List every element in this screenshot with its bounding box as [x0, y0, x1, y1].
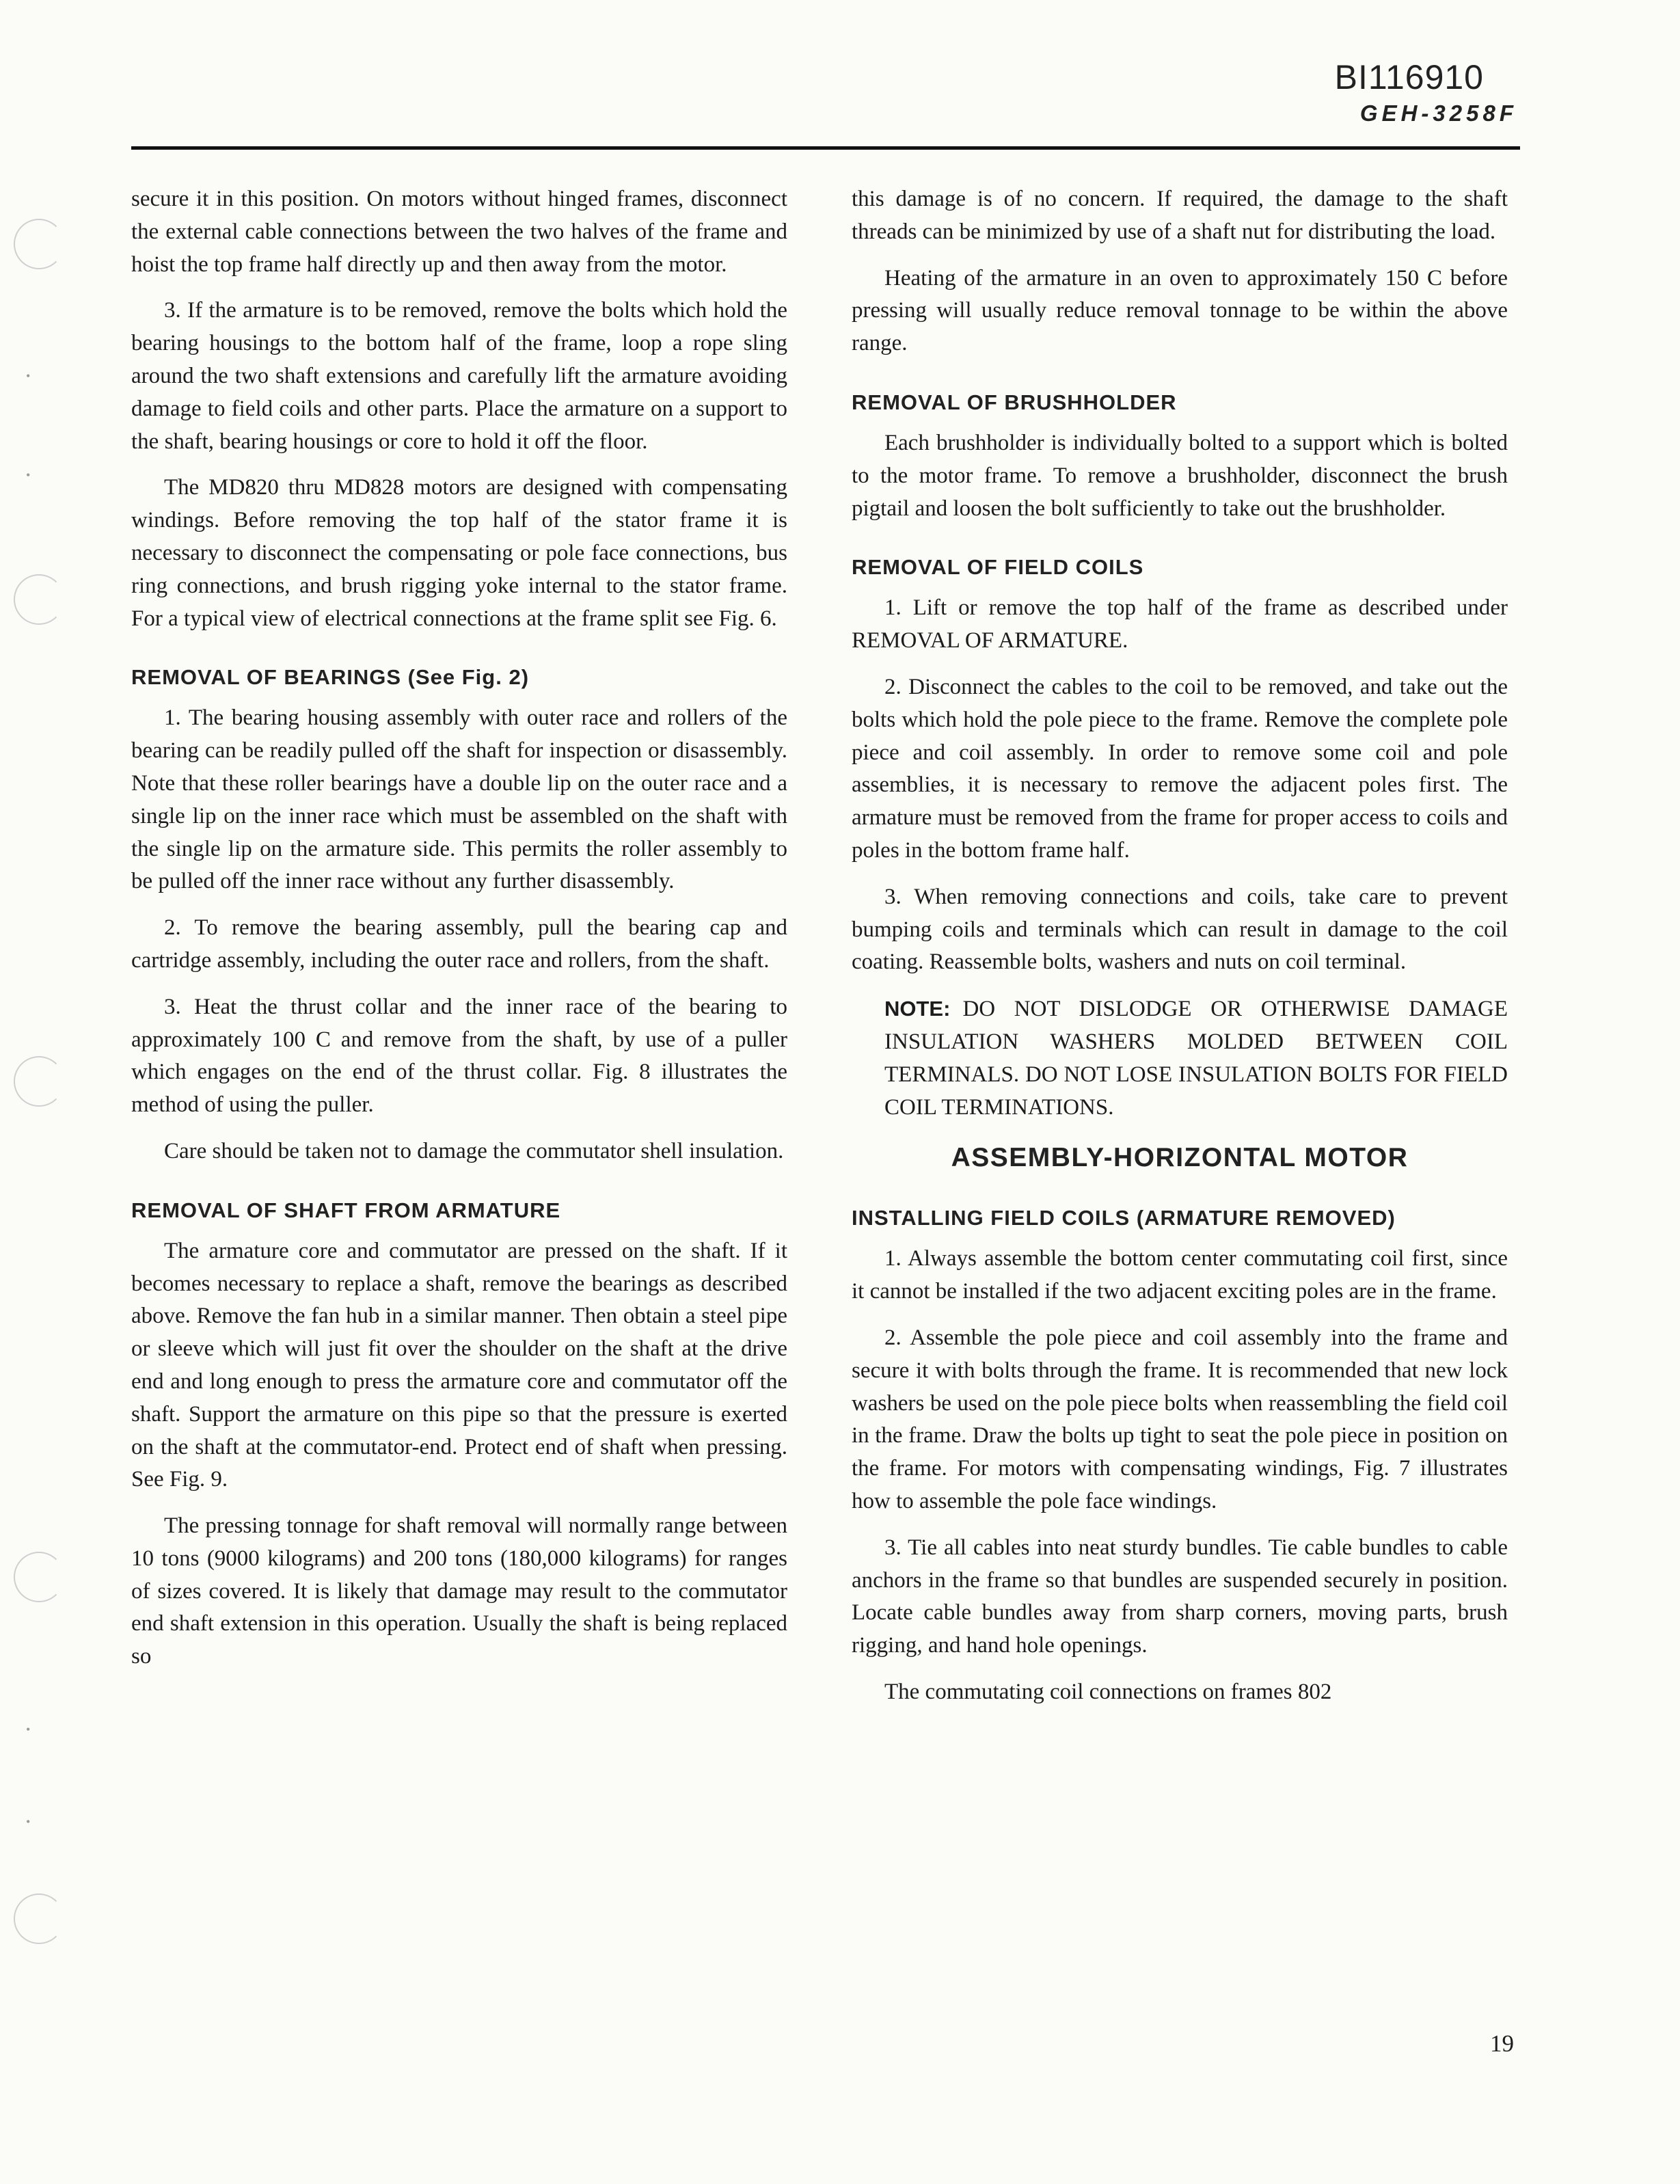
paragraph: Heating of the armature in an oven to approximately 150 C before pressing will usually reduce removal tonnage to be within the above range. — [852, 265, 1508, 356]
paragraph: 3. When removing connections and coils, take care to prevent bumping coils and terminals which can result in damage to the coil coating. Reassemble bolts, washers and nuts on coil terminal. — [852, 884, 1508, 975]
paragraph: 2. Assemble the pole piece and coil assembly into the frame and secure it with bolts through the frame. It is recommended that new lock washers be used on the pole piece bolts when reassembling the field coil in the frame. Draw the bolts up tight to seat the pole piece in position on the frame. For motors with compensating windings, Fig. 7 illustrates how to assemble the pole face windings. — [852, 1325, 1508, 1513]
note-text: DO NOT DISLODGE OR OTHERWISE DAMAGE INSULATION WASHERS MOLDED BETWEEN COIL TERMINALS. DO NOT LOSE INSULATION BOLTS FOR FIELD COIL TERMINATIONS. — [884, 997, 1508, 1120]
paragraph: this damage is of no concern. If required, the damage to the shaft threads can be minimized by use of a shaft nut for distributing the load. — [852, 187, 1508, 244]
scan-speck: • — [26, 369, 31, 383]
header-rule — [131, 146, 1520, 150]
paragraph: 2. To remove the bearing assembly, pull the bearing cap and cartridge assembly, including the outer race and rollers, from the shaft. — [131, 915, 787, 973]
scan-speck: • — [26, 468, 31, 482]
paragraph: 1. Lift or remove the top half of the frame as described under REMOVAL OF ARMATURE. — [852, 595, 1508, 653]
page-number: 19 — [1490, 2030, 1514, 2057]
paragraph: The armature core and commutator are pressed on the shaft. If it becomes necessary to replace a shaft, remove the bearings as described above. Remove the fan hub in a similar manner. Then obtain a steel pipe or sleeve which will just fit over the shoulder on the shaft at the drive end and long enough to press the armature core and commutator off the shaft. Support the armature on this pipe so that the pressure is exerted on the shaft at the commutator-end. Protect end of shaft when pressing. See Fig. 9. — [131, 1238, 787, 1492]
note-label: NOTE: — [884, 997, 951, 1021]
section-heading-removal-of-bearings: REMOVAL OF BEARINGS (See Fig. 2) — [131, 665, 530, 690]
binder-hole-mark — [14, 1552, 64, 1602]
binder-hole-mark — [14, 1056, 64, 1107]
paragraph: Each brushholder is individually bolted to a support which is bolted to the motor frame. To remove a brushholder, disconnect the brush pigtail and loosen the bolt sufficiently to take out the brushholder. — [852, 430, 1508, 521]
paragraph: 1. The bearing housing assembly with outer race and rollers of the bearing can be readily pulled off the shaft for inspection or disassembly. Note that these roller bearings have a double lip on the outer race and a single lip on the inner race which must be assembled on the shaft with the single lip on the armature side. This permits the roller assembly to be pulled off the inner race without any further disassembly. — [131, 705, 787, 894]
paragraph: The MD820 thru MD828 motors are designed with compensating windings. Before removing the top half of the stator frame it is necessary to disconnect the compensating or pole face connections, bus ring connections, and brush rigging yoke internal to the stator frame. For a typical view of electrical connections at the frame split see Fig. 6. — [131, 475, 787, 631]
scan-speck: • — [26, 1815, 31, 1829]
paragraph: The pressing tonnage for shaft removal will normally range between 10 tons (9000 kilograms) and 200 tons (180,000 kilograms) for ranges of sizes covered. It is likely that damage may result to the commutator end shaft extension in this operation. Usually the shaft is being replaced so — [131, 1513, 787, 1669]
binder-hole-mark — [14, 219, 64, 269]
scan-speck: • — [26, 1723, 31, 1736]
right-column — [852, 183, 1508, 1723]
note-block — [884, 993, 1508, 1124]
binder-hole-mark — [14, 574, 64, 625]
chapter-heading-assembly-horizontal-motor: ASSEMBLY-HORIZONTAL MOTOR — [951, 1143, 1409, 1173]
paragraph: The commutating coil connections on frames 802 — [884, 1679, 1332, 1704]
section-heading-installing-field-coils: INSTALLING FIELD COILS (ARMATURE REMOVED) — [852, 1206, 1396, 1230]
left-column — [131, 183, 787, 1687]
paragraph: 3. Tie all cables into neat sturdy bundles. Tie cable bundles to cable anchors in the frame so that bundles are suspended securely in position. Locate cable bundles away from sharp corners, moving parts, brush rigging, and hand hole openings. — [852, 1535, 1508, 1658]
paragraph: 1. Always assemble the bottom center commutating coil first, since it cannot be installed if the two adjacent exciting poles are in the frame. — [852, 1246, 1508, 1304]
paragraph: 3. Heat the thrust collar and the inner race of the bearing to approximately 100 C and remove from the shaft, by use of a puller which engages on the end of the thrust collar. Fig. 8 illustrates the method of using the puller. — [131, 994, 787, 1118]
section-heading-removal-of-shaft: REMOVAL OF SHAFT FROM ARMATURE — [131, 1198, 561, 1222]
section-heading-removal-of-brushholder: REMOVAL OF BRUSHHOLDER — [852, 390, 1177, 414]
paragraph: Care should be taken not to damage the commutator shell insulation. — [164, 1138, 784, 1163]
paragraph: secure it in this position. On motors without hinged frames, disconnect the external cable connections between the two halves of the frame and hoist the top frame half directly up and then away from the motor. — [131, 187, 787, 277]
binder-hole-mark — [14, 1893, 64, 1944]
paragraph: 2. Disconnect the cables to the coil to be removed, and take out the bolts which hold the pole piece to the frame. Remove the complete pole piece and coil assembly. In order to remove some coil and pole assemblies, it is necessary to remove the adjacent poles first. The armature must be removed from the frame for proper access to coils and poles in the bottom frame half. — [852, 674, 1508, 863]
paragraph: 3. If the armature is to be removed, remove the bolts which hold the bearing housings to the bottom half of the frame, loop a rope sling around the two shaft extensions and carefully lift the armature avoiding damage to field coils and other parts. Place the armature on a support to the shaft, bearing housings or core to hold it off the floor. — [131, 298, 787, 454]
section-heading-removal-of-field-coils: REMOVAL OF FIELD COILS — [852, 555, 1144, 580]
document-number: GEH-3258F — [1359, 100, 1517, 126]
document-id: BI116910 — [1334, 58, 1484, 96]
